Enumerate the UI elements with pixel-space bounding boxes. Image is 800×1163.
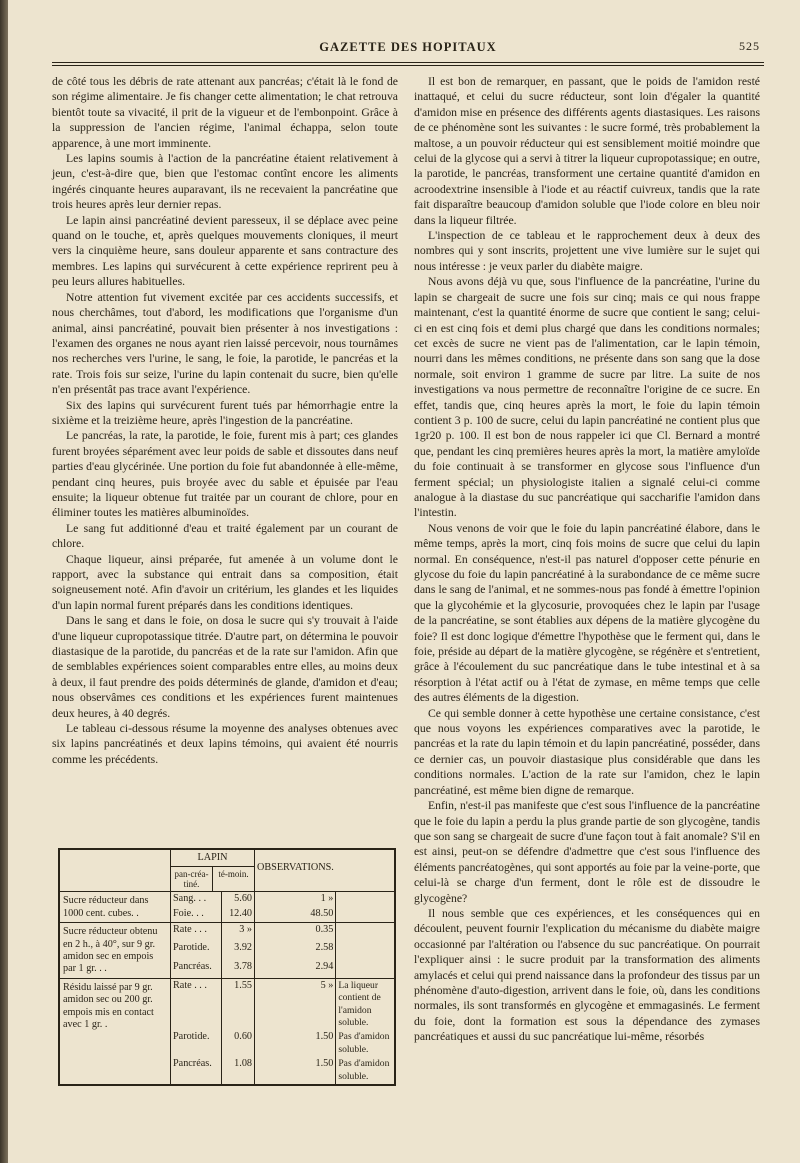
pancreatine-value: 12.40 xyxy=(222,907,255,922)
pancreatine-value: 0.60 xyxy=(222,1030,255,1057)
observation-cell xyxy=(336,892,395,907)
page-spine xyxy=(0,0,8,1163)
page-number: 525 xyxy=(739,39,760,53)
pancreatine-value: 3.92 xyxy=(222,941,255,959)
section-label: Sucre réducteur obtenu en 2 h., à 40°, sur 9 gr. amidon sec en empois par 1 gr. . . xyxy=(59,923,171,979)
table-row xyxy=(59,892,395,907)
lapin-group-header xyxy=(171,849,255,892)
pancreatine-value: 1.55 xyxy=(222,978,255,1030)
paragraph: Nous venons de voir que le foie du lapin pancréatiné élabore, dans le même temps, après la mort, cinq fois moins de sucre que celui du lapin normal. En conséquence, n'est-il pas naturel d'opposer cette pénurie en glycose du foie du lapin pancréatiné à la surabondance de ce même sucre dans le sang de l'animal, et ne sommes-nous pas fondé à émettre l'opinion que la glycohémie et la glycosurie, provoquées chez le lapin par l'usage de la pancréatine, se sont établies aux dépens de la matière glycogène du foie? Il est donc logique d'émettre l'hypothèse que le ferment qui, dans le foie, préside au départ de la matière glycogène, se régénère et s'entretient, grâce à l'écoulement du suc pancréatique dans le tube intestinal et à sa résorption à l'état actif ou à l'état de zymase, en même temps que celle des autres éléments de la digestion. xyxy=(414,521,760,705)
observation-cell xyxy=(336,960,395,979)
col-header-temoin: té-moin. xyxy=(218,869,249,880)
temoin-value: 1 » xyxy=(255,892,336,907)
paragraph: Le lapin ainsi pancréatiné devient paresseux, il se déplace avec peine quand on le touche, et, après quelques mouvements cloniques, il meurt vers la cinquième heure, sans douleur apparente et sans contracture des membres. Les lapins qui survécurent à cette expérience reprirent peu à peu leurs allures habituelles. xyxy=(52,213,398,289)
temoin-value: 2.58 xyxy=(255,941,336,959)
observation-cell: Pas d'amidon soluble. xyxy=(336,1057,395,1085)
paragraph: Chaque liqueur, ainsi préparée, fut amenée à un volume dont le rapport, avec la substance qui entrait dans sa composition, était soigneusement noté. Afin d'avoir un critérium, les glandes et les liquides d'un lapin normal furent préparés dans les conditions identiques. xyxy=(52,552,398,612)
paragraph: L'inspection de ce tableau et le rapprochement deux à deux des nombres qui y sont inscrits, projettent une vive lumière sur le sujet qui nous intéresse : je veux parler du diabète maigre. xyxy=(414,229,760,273)
paragraph: Six des lapins qui survécurent furent tués par hémorrhagie entre la sixième et la treizième heure, après l'ingestion de la pancréatine. xyxy=(52,398,398,427)
table-body xyxy=(59,892,395,1085)
lapin-label: LAPIN xyxy=(171,850,254,867)
paragraph: Notre attention fut vivement excitée par ces accidents successifs, et nous cherchâmes, tout d'abord, les modifications que l'organisme d'un animal, ainsi pancréatiné, pouvait bien présenter à nos investigations : l'examen des organes ne nous ayant rien laissé percevoir, nous tournâmes nos recherches vers l'urine, le sang, le foie, la parotide, le pancréas et la rate. Trois fois sur seize, l'urine du lapin contenait du sucre, bien qu'elle n'en présentât pas trace avant l'expérience. xyxy=(52,290,398,397)
organ-cell: Sang. . . xyxy=(171,892,222,907)
pancreatine-value: 3.78 xyxy=(222,960,255,979)
temoin-value: 1.50 xyxy=(255,1030,336,1057)
temoin-value: 1.50 xyxy=(255,1057,336,1085)
paragraph: Les lapins soumis à l'action de la pancréatine étaient relativement à jeun, c'est-à-dire que, bien que l'estomac contînt encore les aliments ingérés cinquante heures auparavant, ils ne recevaient la pancréatine que trois heures après leur dernier repas. xyxy=(52,152,398,212)
paragraph: Nous avons déjà vu que, sous l'influence de la pancréatine, l'urine du lapin se chargeait de sucre une fois sur cinq; mais ce qui nous frappe maintenant, c'est la quantité énorme de sucre que contient le sang; celui-ci en est cinq fois et demi plus chargé que dans les conditions normales; cet excès de sucre ne vient pas de l'alimentation, car le lapin témoin, nourri dans les mêmes conditions, ne présente dans son sang que la dose normale, soit environ 1 gramme de sucre par litre. La suite de nos investigations va nous permettre de reconnaître l'origine de ce sucre. En effet, tandis que, cinq heures après la mort, le foie du lapin témoin contient 3 p. 100 de sucre, celui du lapin pancréatiné ne contient plus que 1gr20 p. 100. Il est bon de nous rappeler ici que Cl. Bernard a montré que, pendant les cinq premières heures après la mort, la matière amyloïde du foie continuait à se transformer en glycose sous l'influence d'un ferment spécial; un physiologiste italien a signalé celui-ci comme analogue à la diastase du suc pancréatique qui saccharifie l'amidon dans l'intestin. xyxy=(414,275,760,520)
section-label: Résidu laissé par 9 gr. amidon sec ou 200 gr. empois mis en contact avec 1 gr. . xyxy=(59,978,171,1085)
pancreatine-value: 3 » xyxy=(222,923,255,942)
table-header-row xyxy=(59,849,395,892)
header-rule-top xyxy=(52,62,764,63)
paragraph: Il nous semble que ces expériences, et les conséquences qui en découlent, peuvent fournir l'explication du mécanisme du diabète maigre occasionné par l'altération ou l'absence du suc pancréatique. On pourrait l'expliquer ainsi : le sucre produit par la transformation des aliments amylacés et celui qui prend naissance dans la profondeur des tissus par un phénomène d'auto-digestion, arrivent dans le foie, où, dans les conditions normales, ils sont transformés en glycogène et emmagasinés. Le ferment du foie, dont la formation est sous la dépendance des zymases pancréatiques et aussi du suc pancréatique lui-même, résorbés xyxy=(414,906,760,1044)
col-header-observations: OBSERVATIONS. xyxy=(255,849,336,892)
pancreatine-value: 1.08 xyxy=(222,1057,255,1085)
subheader-row xyxy=(171,867,254,891)
observation-cell: Pas d'amidon soluble. xyxy=(336,1030,395,1057)
organ-cell: Rate . . . xyxy=(171,978,222,1030)
observation-cell xyxy=(336,907,395,922)
paragraph: Ce qui semble donner à cette hypothèse une certaine consistance, c'est que nous voyons les expériences comparatives avec la parotide, le pancréas et la rate du lapin témoin et du lapin pancréatiné, posséder, dans ce dernier cas, un pouvoir diastasique plus considérable que dans les conditions normales. L'action de la rate sur l'amidon, chez le lapin pancréatiné, est même bien digne de remarque. xyxy=(414,706,760,797)
paragraph: Enfin, n'est-il pas manifeste que c'est sous l'influence de la pancréatine que le foie du lapin a perdu la plus grande partie de son glycogène, tandis que son sang se chargeait de sucre d'une façon tout à fait anomale? S'il en est ainsi, peut-on se défendre d'admettre que c'est sous l'influence des éléments pancréatogènes, qui sont apportés au foie par la veine-porte, que celui-là se charge d'un ferment, dont le rôle est de dissoudre le glycogène? xyxy=(414,799,760,905)
organ-cell: Pancréas. xyxy=(171,1057,222,1085)
observation-cell xyxy=(336,923,395,942)
paragraph: Le sang fut additionné d'eau et traité également par un courant de chlore. xyxy=(52,521,398,551)
col-header-pancreatine: pan-créa-tiné. xyxy=(171,867,213,891)
paragraph: Le tableau ci-dessous résume la moyenne des analyses obtenues avec six lapins pancréatinés et deux lapins témoins, qui avaient été nourris comme les précédents. xyxy=(52,722,398,766)
table-row xyxy=(59,923,395,942)
results-table xyxy=(58,848,396,1086)
section-label: Sucre réducteur dans 1000 cent. cubes. . xyxy=(59,892,171,923)
temoin-value: 5 » xyxy=(255,978,336,1030)
table-row xyxy=(59,978,395,1030)
page-header xyxy=(52,36,764,60)
organ-cell: Rate . . . xyxy=(171,923,222,942)
right-column xyxy=(414,74,760,1045)
table-corner-cell xyxy=(59,849,171,892)
organ-cell: Parotide. xyxy=(171,1030,222,1057)
organ-cell: Foie. . . xyxy=(171,907,222,922)
paragraph: Il est bon de remarquer, en passant, que le poids de l'amidon resté inattaqué, et celui du sucre réducteur, sont loin d'égaler la quantité d'amidon mise en présence des différents agents diastasiques. Les raisons de ce phénomène sont les suivantes : le sucre formé, très probablement la maltose, a un pouvoir réducteur qui est sensiblement moitié moindre que celui de la glycose qui a servi à titrer la liqueur cupropotassique; en outre, la parotide, le pancréas, transforment une certaine quantité d'amidon en acroodextrine insensible à l'iode et au réactif cuivreux, tandis que la rate fait disparaître beaucoup d'amidon soluble que l'iode colore en bleu noir dans la liqueur filtrée. xyxy=(414,75,760,227)
organ-cell: Parotide. xyxy=(171,941,222,959)
temoin-value: 2.94 xyxy=(255,960,336,979)
pancreatine-value: 5.60 xyxy=(222,892,255,907)
left-column xyxy=(52,74,398,767)
observation-cell: La liqueur contient de l'amidon soluble. xyxy=(336,978,395,1030)
temoin-value: 0.35 xyxy=(255,923,336,942)
paragraph: de côté tous les débris de rate attenant aux pancréas; c'était là le fond de son régime alimentaire. Je fis changer cette alimentation; le chat retrouva bientôt toute sa vivacité, il prit de la vigueur et de l'embonpoint. Grâce à la suppression de l'ancien régime, l'animal échappa, selon toute apparence, à une mort imminente. xyxy=(52,75,398,150)
paragraph: Dans le sang et dans le foie, on dosa le sucre qui s'y trouvait à l'aide d'une liqueur cupropotassique titrée. D'autre part, on détermina le pouvoir diastasique de la parotide, du pancréas et de la rate sur l'amidon. Afin que de semblables expériences soient comparables entre elles, au moins deux à deux, il faut prendre des poids déterminés de glande, d'amidon et d'eau; nous observâmes ces conditions et les expériences furent maintenues deux heures, à 40 degrés. xyxy=(52,614,398,720)
header-rule-bottom xyxy=(52,65,764,66)
organ-cell: Pancréas. xyxy=(171,960,222,979)
paragraph: Le pancréas, la rate, la parotide, le foie, furent mis à part; ces glandes furent broyées séparément avec leur poids de sable et dissoutes dans neuf parties d'eau glycérinée. Une portion du foie fut abandonnée à elle-même, pendant cinq heures, puis broyée avec du sable et épuisée par l'eau ensuite; la liqueur obtenue fut traitée par un courant de chlore, pour en éliminer toutes les matières albuminoïdes. xyxy=(52,429,398,520)
temoin-value: 48.50 xyxy=(255,907,336,922)
journal-title: GAZETTE DES HOPITAUX xyxy=(319,40,497,54)
observation-cell xyxy=(336,941,395,959)
